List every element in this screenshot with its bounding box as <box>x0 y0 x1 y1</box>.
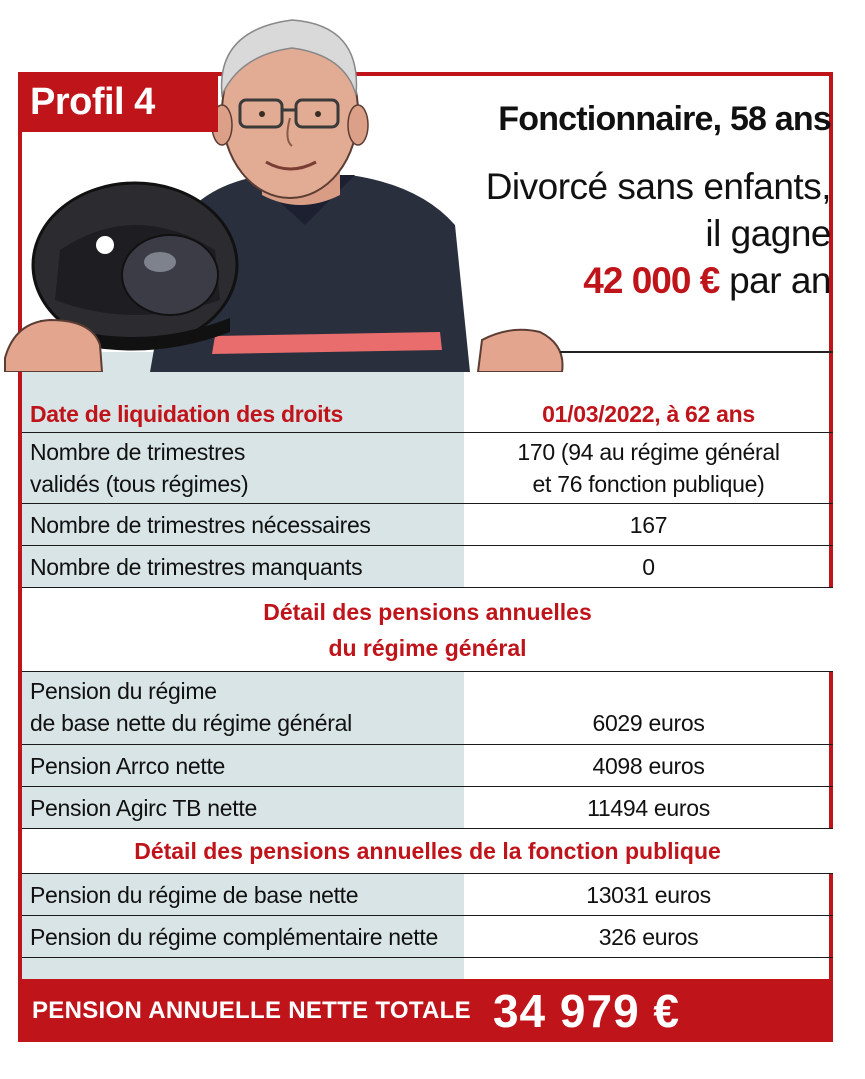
base-fp-label: Pension du régime de base nette <box>30 881 359 908</box>
trimestres-necessaires-value: 167 <box>629 511 668 538</box>
total-banner <box>18 979 833 1042</box>
section-fonction-publique <box>22 829 833 874</box>
base-general-value: 6029 euros <box>592 710 705 736</box>
profile-label-box <box>18 72 218 132</box>
salary-line <box>486 257 831 304</box>
trimestres-valides-label <box>22 436 464 500</box>
occupation-title: Fonctionnaire, 58 ans <box>498 100 831 138</box>
table-row-base-fp <box>22 874 833 916</box>
table-row-trimestres-necessaires <box>22 504 833 546</box>
base-general-label <box>22 672 464 744</box>
section-regime-general <box>22 588 833 672</box>
table-row-date <box>22 395 833 433</box>
arrco-value: 4098 euros <box>592 752 705 779</box>
situation-line-2: il gagne <box>705 213 831 254</box>
section-regime-general-line-2: du régime général <box>328 634 527 661</box>
agirc-value: 11494 euros <box>587 794 710 821</box>
total-value: 34 979 € <box>492 984 681 1037</box>
frame-bottom-border <box>18 1038 833 1042</box>
profile-label: Profil 4 <box>30 81 155 123</box>
table-row-arrco <box>22 745 833 787</box>
base-general-label-line-1: Pension du régime <box>30 678 217 704</box>
date-label: Date de liquidation des droits <box>30 400 344 427</box>
trimestres-valides-value-line-2: et 76 fonction publique) <box>532 471 765 497</box>
situation-line-1: Divorcé sans enfants, <box>485 166 831 207</box>
base-general-label-line-2: de base nette du régime général <box>30 710 352 736</box>
agirc-label: Pension Agirc TB nette <box>30 794 257 821</box>
complementaire-fp-value: 326 euros <box>598 923 699 950</box>
trimestres-necessaires-label: Nombre de trimestres nécessaires <box>30 511 371 538</box>
trimestres-valides-value <box>464 436 833 500</box>
table-row-agirc <box>22 787 833 829</box>
table-row-trimestres-manquants <box>22 546 833 588</box>
trimestres-valides-label-line-2: validés (tous régimes) <box>30 471 249 497</box>
section-regime-general-line-1: Détail des pensions annuelles <box>263 598 592 625</box>
salary-suffix: par an <box>719 260 831 301</box>
salary-amount: 42 000 € <box>583 260 720 301</box>
table-row-base-general <box>22 672 833 745</box>
complementaire-fp-label: Pension du régime complémentaire nette <box>30 923 438 950</box>
pension-table <box>22 395 833 958</box>
base-fp-value: 13031 euros <box>586 881 711 908</box>
right-hand-shape <box>478 330 563 372</box>
table-row-trimestres-valides <box>22 433 833 504</box>
trimestres-manquants-value: 0 <box>642 553 655 580</box>
arrco-label: Pension Arrco nette <box>30 752 226 779</box>
situation-block <box>486 163 831 304</box>
left-hand-shape <box>5 320 102 372</box>
date-value: 01/03/2022, à 62 ans <box>542 400 755 427</box>
total-label: PENSION ANNUELLE NETTE TOTALE <box>32 996 471 1024</box>
section-fonction-publique-title: Détail des pensions annuelles de la fonction publique <box>134 838 721 864</box>
table-row-complementaire-fp <box>22 916 833 958</box>
trimestres-manquants-label: Nombre de trimestres manquants <box>30 553 363 580</box>
trimestres-valides-label-line-1: Nombre de trimestres <box>30 439 246 465</box>
header-divider <box>560 351 833 353</box>
trimestres-valides-value-line-1: 170 (94 au régime général <box>517 439 780 465</box>
